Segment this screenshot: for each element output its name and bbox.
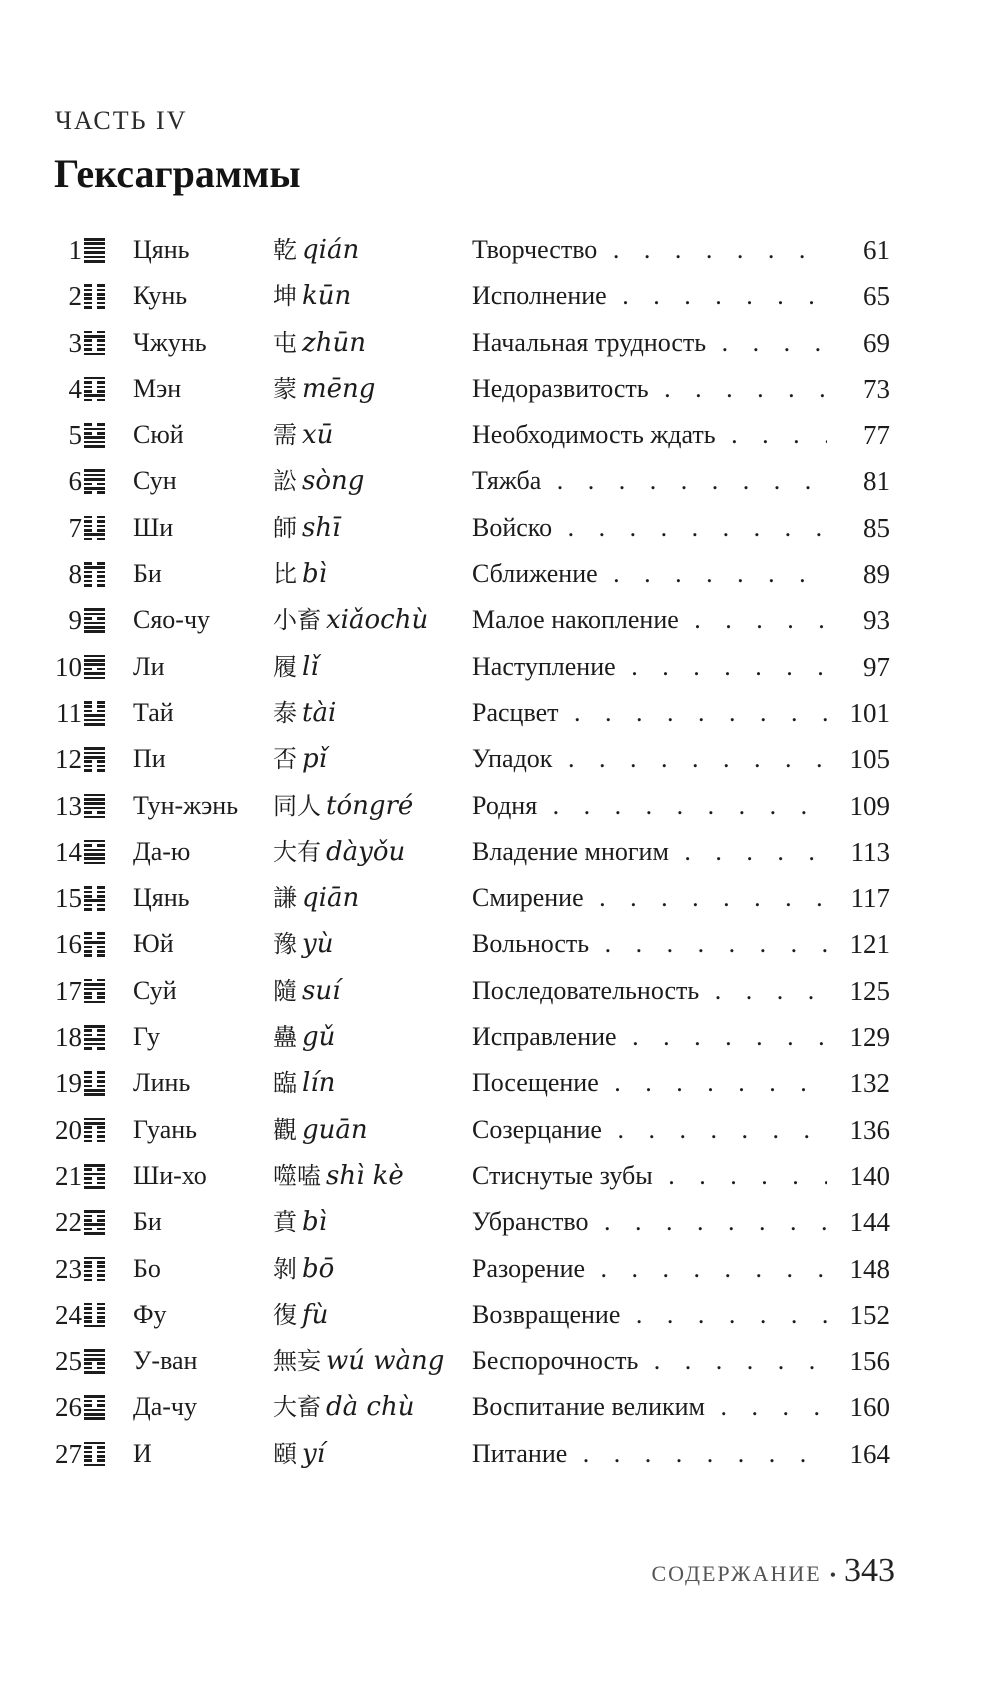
toc-entry	[0, 644, 1000, 690]
hexagram-number: 22	[55, 1207, 82, 1238]
hexagram-name: Тай	[133, 697, 174, 727]
hexagram-symbol-icon	[84, 840, 105, 865]
hexagram-symbol-icon	[84, 1164, 105, 1189]
entry-page-number: 101	[849, 697, 890, 728]
hexagram-number: 5	[68, 420, 82, 451]
hexagram-hanzi: 屯	[273, 328, 297, 357]
hexagram-number: 15	[55, 883, 82, 914]
toc-entry	[0, 412, 1000, 458]
toc-entry	[0, 1292, 1000, 1338]
hexagram-name: Сюй	[133, 420, 184, 450]
hexagram-title: Вольность . . .	[472, 921, 827, 967]
hexagram-pinyin: zhūn	[302, 327, 366, 358]
hexagram-symbol-icon	[84, 1303, 105, 1328]
toc-entry	[0, 829, 1000, 875]
hexagram-title: Недоразвитость . . .	[472, 366, 827, 412]
hexagram-name: Сун	[133, 466, 177, 496]
toc-entry	[0, 783, 1000, 829]
hexagram-chinese	[273, 412, 333, 458]
hexagram-symbol-icon	[84, 562, 105, 587]
hexagram-chinese	[273, 1153, 404, 1199]
hexagram-name: И	[133, 1438, 152, 1468]
hexagram-name: Бо	[133, 1253, 161, 1283]
hexagram-hanzi: 豫	[273, 930, 297, 959]
hexagram-chinese	[273, 829, 405, 875]
hexagram-number: 7	[68, 512, 82, 543]
hexagram-chinese	[273, 1384, 414, 1430]
hexagram-symbol-icon	[84, 1071, 105, 1096]
hexagram-number: 19	[55, 1068, 82, 1099]
hexagram-hanzi: 泰	[273, 698, 297, 727]
hexagram-number: 16	[55, 929, 82, 960]
hexagram-hanzi: 坤	[273, 282, 297, 311]
entry-page-number: 81	[863, 466, 890, 497]
hexagram-pinyin: fù	[302, 1299, 329, 1330]
hexagram-name: Тун-жэнь	[133, 790, 239, 820]
hexagram-chinese	[273, 1014, 335, 1060]
hexagram-title: Тяжба . . .	[472, 458, 827, 504]
entry-page-number: 105	[849, 744, 890, 775]
toc-entry	[0, 597, 1000, 643]
hexagram-number: 27	[55, 1438, 82, 1469]
toc-entry	[0, 1153, 1000, 1199]
toc-entry	[0, 320, 1000, 366]
hexagram-number: 14	[55, 836, 82, 867]
hexagram-title: Исполнение . . .	[472, 273, 827, 319]
hexagram-pinyin: yù	[302, 929, 334, 960]
hexagram-name: Гуань	[133, 1114, 198, 1144]
hexagram-chinese	[273, 1431, 325, 1477]
toc-entry	[0, 1384, 1000, 1430]
hexagram-name: Суй	[133, 975, 177, 1005]
hexagram-symbol-icon	[84, 331, 105, 356]
hexagram-pinyin: kūn	[302, 281, 352, 312]
hexagram-chinese	[273, 273, 351, 319]
hexagram-hanzi: 復	[273, 1300, 297, 1329]
hexagram-pinyin: lín	[302, 1068, 336, 1099]
hexagram-hanzi: 噬嗑	[273, 1161, 321, 1190]
hexagram-symbol-icon	[84, 747, 105, 772]
entry-page-number: 160	[849, 1392, 890, 1423]
hexagram-name: Ли	[133, 651, 165, 681]
hexagram-hanzi: 觀	[273, 1115, 297, 1144]
hexagram-title: Малое накопление . . .	[472, 597, 827, 643]
entry-page-number: 93	[863, 605, 890, 636]
hexagram-hanzi: 需	[273, 421, 297, 450]
toc-entry	[0, 1199, 1000, 1245]
hexagram-number: 6	[68, 466, 82, 497]
hexagram-title: Посещение . . .	[472, 1060, 827, 1106]
hexagram-hanzi: 訟	[273, 467, 297, 496]
hexagram-pinyin: qiān	[302, 883, 360, 914]
hexagram-chinese	[273, 1246, 334, 1292]
hexagram-hanzi: 頤	[273, 1439, 297, 1468]
hexagram-symbol-icon	[84, 377, 105, 402]
entry-page-number: 117	[850, 883, 890, 914]
hexagram-number: 9	[68, 605, 82, 636]
hexagram-chinese	[273, 968, 340, 1014]
hexagram-name: Да-ю	[133, 836, 191, 866]
entry-page-number: 132	[849, 1068, 890, 1099]
entry-page-number: 156	[849, 1346, 890, 1377]
hexagram-name: Мэн	[133, 373, 182, 403]
entry-page-number: 136	[849, 1114, 890, 1145]
hexagram-hanzi: 小畜	[273, 606, 321, 635]
hexagram-name: Фу	[133, 1299, 167, 1329]
hexagram-number: 23	[55, 1253, 82, 1284]
hexagram-name: Кунь	[133, 281, 188, 311]
hexagram-symbol-icon	[84, 423, 105, 448]
hexagram-title: Владение многим . . .	[472, 829, 827, 875]
hexagram-chinese	[273, 1107, 368, 1153]
hexagram-pinyin: guān	[302, 1114, 368, 1145]
hexagram-name: Сяо-чу	[133, 605, 211, 635]
hexagram-number: 8	[68, 559, 82, 590]
hexagram-number: 17	[55, 975, 82, 1006]
hexagram-number: 12	[55, 744, 82, 775]
hexagram-pinyin: dàyǒu	[326, 836, 406, 867]
hexagram-hanzi: 否	[273, 745, 297, 774]
hexagram-title: Последовательность . . .	[472, 968, 827, 1014]
part-label: ЧАСТЬ IV	[55, 106, 188, 135]
entry-page-number: 109	[849, 790, 890, 821]
toc-entry	[0, 1431, 1000, 1477]
hexagram-symbol-icon	[84, 1349, 105, 1374]
entry-page-number: 129	[849, 1022, 890, 1053]
hexagram-title: Воспитание великим . . .	[472, 1384, 827, 1430]
hexagram-chinese	[273, 505, 340, 551]
page-footer	[652, 1552, 896, 1590]
hexagram-title: Расцвет . . .	[472, 690, 827, 736]
hexagram-number: 24	[55, 1299, 82, 1330]
hexagram-chinese	[273, 551, 327, 597]
hexagram-number: 20	[55, 1114, 82, 1145]
toc-entry	[0, 551, 1000, 597]
hexagram-hanzi: 履	[273, 652, 297, 681]
hexagram-pinyin: xū	[302, 420, 334, 451]
hexagram-title: Смирение . . .	[472, 875, 827, 921]
entry-page-number: 148	[849, 1253, 890, 1284]
part-title: Гексаграммы	[54, 151, 301, 196]
hexagram-pinyin: mēng	[302, 373, 376, 404]
hexagram-hanzi: 大有	[273, 837, 321, 866]
entry-page-number: 69	[863, 327, 890, 358]
hexagram-title: Сближение . . .	[472, 551, 827, 597]
hexagram-name: Юй	[133, 929, 174, 959]
hexagram-symbol-icon	[84, 284, 105, 309]
hexagram-number: 18	[55, 1022, 82, 1053]
hexagram-symbol-icon	[84, 1210, 105, 1235]
hexagram-name: Цянь	[133, 235, 190, 264]
toc-entry	[0, 273, 1000, 319]
hexagram-symbol-icon	[84, 238, 105, 263]
running-header-label: СОДЕРЖАНИЕ	[651, 1561, 822, 1586]
hexagram-title: Стиснутые зубы . . .	[472, 1153, 827, 1199]
hexagram-symbol-icon	[84, 932, 105, 957]
toc-entry	[0, 1014, 1000, 1060]
hexagram-pinyin: suí	[302, 975, 341, 1006]
entry-page-number: 164	[849, 1438, 890, 1469]
hexagram-chinese	[273, 320, 366, 366]
hexagram-symbol-icon	[84, 794, 105, 819]
hexagram-hanzi: 師	[273, 513, 297, 542]
hexagram-hanzi: 比	[273, 560, 297, 589]
hexagram-hanzi: 大畜	[273, 1393, 321, 1422]
hexagram-chinese	[273, 921, 333, 967]
hexagram-title: Родня . . .	[472, 783, 827, 829]
hexagram-hanzi: 臨	[273, 1069, 297, 1098]
hexagram-hanzi: 隨	[273, 976, 297, 1005]
toc-entry	[0, 1107, 1000, 1153]
hexagram-name: У-ван	[133, 1346, 198, 1376]
hexagram-chinese	[273, 1292, 328, 1338]
hexagram-symbol-icon	[84, 655, 105, 680]
hexagram-symbol-icon	[84, 608, 105, 633]
hexagram-symbol-icon	[84, 1442, 105, 1467]
toc-entry	[0, 366, 1000, 412]
hexagram-hanzi: 賁	[273, 1208, 297, 1237]
hexagram-pinyin: bì	[302, 559, 327, 590]
hexagram-number: 4	[68, 373, 82, 404]
hexagram-symbol-icon	[84, 1118, 105, 1143]
hexagram-chinese	[273, 690, 336, 736]
toc-entry	[0, 1060, 1000, 1106]
hexagram-symbol-icon	[84, 979, 105, 1004]
hexagram-number: 2	[68, 281, 82, 312]
hexagram-pinyin: lǐ	[302, 651, 319, 682]
hexagram-title: Войско . . .	[472, 505, 827, 551]
toc-entry	[0, 921, 1000, 967]
hexagram-title: Беспорочность . . .	[472, 1338, 827, 1384]
hexagram-pinyin: qián	[302, 235, 360, 265]
hexagram-number: 10	[55, 651, 82, 682]
entry-page-number: 140	[849, 1160, 890, 1191]
page-number: 343	[844, 1552, 895, 1589]
hexagram-hanzi: 蠱	[273, 1023, 297, 1052]
hexagram-chinese	[273, 644, 319, 690]
hexagram-chinese	[273, 597, 428, 643]
hexagram-chinese	[273, 783, 413, 829]
hexagram-name: Гу	[133, 1022, 161, 1052]
hexagram-number: 1	[68, 235, 82, 265]
footer-separator: •	[829, 1565, 836, 1585]
hexagram-name: Пи	[133, 744, 166, 774]
hexagram-title: Начальная трудность . . .	[472, 320, 827, 366]
hexagram-hanzi: 謙	[273, 884, 297, 913]
hexagram-number: 13	[55, 790, 82, 821]
hexagram-hanzi: 同人	[273, 791, 321, 820]
hexagram-pinyin: shī	[302, 512, 341, 543]
toc-entry	[0, 968, 1000, 1014]
toc-entry	[0, 736, 1000, 782]
table-of-contents	[0, 227, 1000, 1477]
hexagram-name: Да-чу	[133, 1392, 198, 1422]
hexagram-chinese	[273, 366, 375, 412]
entry-page-number: 85	[863, 512, 890, 543]
hexagram-title: Необходимость ждать . . .	[472, 412, 827, 458]
hexagram-pinyin: bō	[302, 1253, 335, 1284]
entry-page-number: 89	[863, 559, 890, 590]
hexagram-chinese	[273, 736, 327, 782]
toc-entry	[0, 1246, 1000, 1292]
hexagram-hanzi: 乾	[273, 236, 297, 264]
hexagram-pinyin: shì kè	[326, 1160, 404, 1191]
hexagram-pinyin: pǐ	[302, 744, 327, 775]
hexagram-symbol-icon	[84, 1395, 105, 1420]
toc-entry	[0, 227, 1000, 273]
entry-page-number: 97	[863, 651, 890, 682]
hexagram-symbol-icon	[84, 516, 105, 541]
hexagram-pinyin: tóngré	[326, 790, 414, 821]
toc-entry	[0, 875, 1000, 921]
hexagram-name: Линь	[133, 1068, 191, 1098]
hexagram-title: Разорение . . .	[472, 1246, 827, 1292]
hexagram-title: Убранство . . .	[472, 1199, 827, 1245]
hexagram-title: Питание . . .	[472, 1431, 827, 1477]
entry-page-number: 65	[863, 281, 890, 312]
hexagram-chinese	[273, 458, 364, 504]
hexagram-symbol-icon	[84, 1257, 105, 1282]
hexagram-pinyin: tài	[302, 697, 337, 728]
hexagram-symbol-icon	[84, 469, 105, 494]
toc-entry	[0, 505, 1000, 551]
entry-page-number: 121	[849, 929, 890, 960]
hexagram-name: Цянь	[133, 883, 190, 913]
hexagram-chinese	[273, 875, 359, 921]
hexagram-title: Созерцание . . .	[472, 1107, 827, 1153]
hexagram-chinese	[273, 1338, 444, 1384]
entry-page-number: 77	[863, 420, 890, 451]
hexagram-pinyin: xiǎochù	[326, 605, 429, 636]
entry-page-number: 125	[849, 975, 890, 1006]
hexagram-pinyin: wú wàng	[326, 1346, 445, 1377]
hexagram-pinyin: bì	[302, 1207, 327, 1238]
hexagram-name: Би	[133, 559, 162, 589]
hexagram-title: Наступление . . .	[472, 644, 827, 690]
hexagram-title: Исправление . . .	[472, 1014, 827, 1060]
hexagram-name: Ши	[133, 512, 174, 542]
hexagram-chinese	[273, 1199, 327, 1245]
entry-page-number: 144	[849, 1207, 890, 1238]
hexagram-number: 21	[55, 1160, 82, 1191]
hexagram-name: Ши-хо	[133, 1160, 207, 1190]
hexagram-hanzi: 無妄	[273, 1347, 321, 1376]
hexagram-pinyin: sòng	[302, 466, 365, 497]
hexagram-symbol-icon	[84, 1025, 105, 1050]
toc-entry	[0, 458, 1000, 504]
hexagram-chinese	[273, 227, 359, 273]
entry-page-number: 152	[849, 1299, 890, 1330]
hexagram-title: Упадок . . .	[472, 736, 827, 782]
hexagram-number: 25	[55, 1346, 82, 1377]
hexagram-pinyin: dà chù	[326, 1392, 415, 1423]
hexagram-symbol-icon	[84, 701, 105, 726]
hexagram-symbol-icon	[84, 886, 105, 911]
hexagram-title: Возвращение . . .	[472, 1292, 827, 1338]
entry-page-number: 113	[850, 836, 890, 867]
hexagram-hanzi: 剝	[273, 1254, 297, 1283]
hexagram-pinyin: gǔ	[302, 1022, 336, 1053]
entry-page-number: 61	[863, 235, 890, 265]
hexagram-pinyin: yí	[302, 1438, 326, 1469]
hexagram-name: Би	[133, 1207, 162, 1237]
hexagram-number: 11	[56, 697, 82, 728]
toc-entry	[0, 1338, 1000, 1384]
hexagram-name: Чжунь	[133, 327, 207, 357]
toc-entry	[0, 690, 1000, 736]
hexagram-title: Творчество . . .	[472, 227, 827, 273]
hexagram-number: 3	[68, 327, 82, 358]
hexagram-hanzi: 蒙	[273, 374, 297, 403]
entry-page-number: 73	[863, 373, 890, 404]
hexagram-number: 26	[55, 1392, 82, 1423]
hexagram-chinese	[273, 1060, 335, 1106]
